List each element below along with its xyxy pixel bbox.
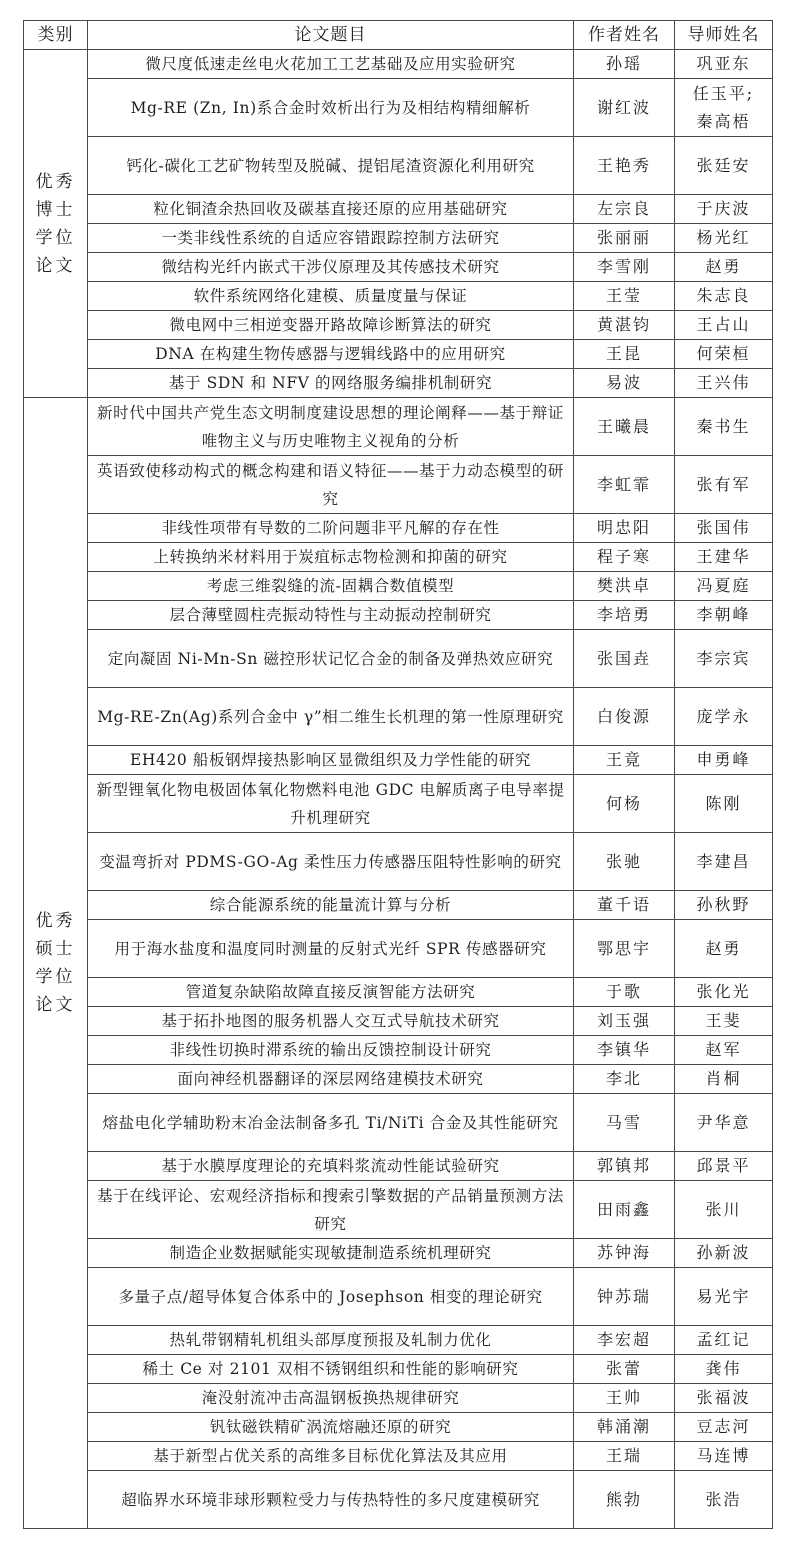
author-name: 马雪	[574, 1094, 675, 1152]
category-label-line: 论文	[35, 995, 76, 1015]
thesis-title: 粒化铜渣余热回收及碳基直接还原的应用基础研究	[88, 195, 574, 224]
table-row	[24, 79, 773, 137]
table-row	[24, 891, 773, 920]
table-row	[24, 1471, 773, 1529]
advisor-name: 赵勇	[675, 920, 773, 978]
author-name: 刘玉强	[574, 1007, 675, 1036]
table-row	[24, 398, 773, 456]
advisor-name: 庞学永	[675, 688, 773, 746]
advisor-name: 赵军	[675, 1036, 773, 1065]
thesis-title: 微电网中三相逆变器开路故障诊断算法的研究	[88, 311, 574, 340]
advisor-name: 孟红记	[675, 1326, 773, 1355]
table-row	[24, 514, 773, 543]
author-name: 李雪刚	[574, 253, 675, 282]
author-name: 孙瑶	[574, 50, 675, 79]
table-row	[24, 1239, 773, 1268]
thesis-title: Mg-RE-Zn(Ag)系列合金中 γ”相二维生长机理的第一性原理研究	[88, 688, 574, 746]
author-name: 程子寒	[574, 543, 675, 572]
table-row	[24, 920, 773, 978]
table-row	[24, 1413, 773, 1442]
author-name: 苏钟海	[574, 1239, 675, 1268]
thesis-title: 淹没射流冲击高温钢板换热规律研究	[88, 1384, 574, 1413]
author-name: 王昆	[574, 340, 675, 369]
author-name: 郭镇邦	[574, 1152, 675, 1181]
author-name: 张丽丽	[574, 224, 675, 253]
table-row	[24, 746, 773, 775]
author-name: 易波	[574, 369, 675, 398]
advisor-name: 赵勇	[675, 253, 773, 282]
thesis-title: 基于在线评论、宏观经济指标和搜索引擎数据的产品销量预测方法研究	[88, 1181, 574, 1239]
thesis-title: 英语致使移动构式的概念构建和语义特征——基于力动态模型的研究	[88, 456, 574, 514]
author-name: 熊勃	[574, 1471, 675, 1529]
thesis-title: 一类非线性系统的自适应容错跟踪控制方法研究	[88, 224, 574, 253]
thesis-title: 面向神经机器翻译的深层网络建模技术研究	[88, 1065, 574, 1094]
thesis-title: DNA 在构建生物传感器与逻辑线路中的应用研究	[88, 340, 574, 369]
table-row	[24, 1442, 773, 1471]
table-row	[24, 282, 773, 311]
table-row	[24, 195, 773, 224]
author-name: 李镇华	[574, 1036, 675, 1065]
thesis-title: 熔盐电化学辅助粉末冶金法制备多孔 Ti/NiTi 合金及其性能研究	[88, 1094, 574, 1152]
author-name: 鄂思宇	[574, 920, 675, 978]
table-body	[24, 50, 773, 1529]
advisor-name: 任玉平; 秦高梧	[675, 79, 773, 137]
header-advisor: 导师姓名	[675, 21, 773, 50]
table-row	[24, 253, 773, 282]
advisor-name: 朱志良	[675, 282, 773, 311]
advisor-name: 尹华意	[675, 1094, 773, 1152]
author-name: 王帅	[574, 1384, 675, 1413]
header-title: 论文题目	[88, 21, 574, 50]
table-row	[24, 1007, 773, 1036]
thesis-title: 上转换纳米材料用于炭疽标志物检测和抑菌的研究	[88, 543, 574, 572]
category-label-line: 博士	[35, 199, 76, 220]
advisor-name: 张福波	[675, 1384, 773, 1413]
thesis-title: 层合薄壁圆柱壳振动特性与主动振动控制研究	[88, 601, 574, 630]
category-label-line: 硕士	[35, 939, 76, 959]
thesis-title: 基于水膜厚度理论的充填料浆流动性能试验研究	[88, 1152, 574, 1181]
advisor-name: 张浩	[675, 1471, 773, 1529]
author-name: 张驰	[574, 833, 675, 891]
advisor-name: 易光宇	[675, 1268, 773, 1326]
advisor-name: 张国伟	[675, 514, 773, 543]
thesis-title: 基于新型占优关系的高维多目标优化算法及其应用	[88, 1442, 574, 1471]
table-row	[24, 137, 773, 195]
author-name: 樊洪卓	[574, 572, 675, 601]
category-label-line: 优秀	[35, 171, 76, 192]
table-row	[24, 833, 773, 891]
advisor-name: 李宗宾	[675, 630, 773, 688]
advisor-name: 王占山	[675, 311, 773, 340]
thesis-title: 基于拓扑地图的服务机器人交互式导航技术研究	[88, 1007, 574, 1036]
table-row	[24, 630, 773, 688]
advisor-name: 张有军	[675, 456, 773, 514]
thesis-awards-table	[23, 20, 773, 1529]
thesis-title: Mg-RE (Zn, In)系合金时效析出行为及相结构精细解析	[88, 79, 574, 137]
table-row	[24, 1384, 773, 1413]
thesis-title: 用于海水盐度和温度同时测量的反射式光纤 SPR 传感器研究	[88, 920, 574, 978]
thesis-title: 变温弯折对 PDMS-GO-Ag 柔性压力传感器压阻特性影响的研究	[88, 833, 574, 891]
author-name: 于歌	[574, 978, 675, 1007]
advisor-name: 马连博	[675, 1442, 773, 1471]
author-name: 黄湛钧	[574, 311, 675, 340]
table-header	[24, 21, 773, 50]
advisor-name: 孙新波	[675, 1239, 773, 1268]
author-name: 王艳秀	[574, 137, 675, 195]
author-name: 李虹霏	[574, 456, 675, 514]
advisor-name: 于庆波	[675, 195, 773, 224]
table-row	[24, 978, 773, 1007]
advisor-name: 龚伟	[675, 1355, 773, 1384]
thesis-title: 管道复杂缺陷故障直接反演智能方法研究	[88, 978, 574, 1007]
author-name: 何杨	[574, 775, 675, 833]
advisor-name: 肖桐	[675, 1065, 773, 1094]
advisor-name: 申勇峰	[675, 746, 773, 775]
thesis-title: 基于 SDN 和 NFV 的网络服务编排机制研究	[88, 369, 574, 398]
header-author: 作者姓名	[574, 21, 675, 50]
thesis-title: 多量子点/超导体复合体系中的 Josephson 相变的理论研究	[88, 1268, 574, 1326]
table-row	[24, 1065, 773, 1094]
advisor-name: 冯夏庭	[675, 572, 773, 601]
table-row	[24, 1326, 773, 1355]
advisor-name: 杨光红	[675, 224, 773, 253]
advisor-name: 张川	[675, 1181, 773, 1239]
thesis-title: 稀土 Ce 对 2101 双相不锈钢组织和性能的影响研究	[88, 1355, 574, 1384]
thesis-title: 新时代中国共产党生态文明制度建设思想的理论阐释——基于辩证唯物主义与历史唯物主义视角的分析	[88, 398, 574, 456]
author-name: 李北	[574, 1065, 675, 1094]
table-row	[24, 224, 773, 253]
table-row	[24, 311, 773, 340]
advisor-name: 张化光	[675, 978, 773, 1007]
thesis-title: 热轧带钢精轧机组头部厚度预报及轧制力优化	[88, 1326, 574, 1355]
table-row	[24, 1152, 773, 1181]
table-row	[24, 456, 773, 514]
category-cell	[24, 50, 88, 398]
author-name: 李培勇	[574, 601, 675, 630]
thesis-title: 软件系统网络化建模、质量度量与保证	[88, 282, 574, 311]
thesis-title: 微尺度低速走丝电火花加工工艺基础及应用实验研究	[88, 50, 574, 79]
table-row	[24, 1181, 773, 1239]
thesis-title: 新型锂氧化物电极固体氧化物燃料电池 GDC 电解质离子电导率提升机理研究	[88, 775, 574, 833]
table-row	[24, 775, 773, 833]
advisor-name: 邱景平	[675, 1152, 773, 1181]
author-name: 王竟	[574, 746, 675, 775]
advisor-name: 李朝峰	[675, 601, 773, 630]
category-label-line: 学位	[35, 967, 76, 987]
thesis-title: 钙化-碳化工艺矿物转型及脱碱、提铝尾渣资源化利用研究	[88, 137, 574, 195]
thesis-title: EH420 船板钢焊接热影响区显微组织及力学性能的研究	[88, 746, 574, 775]
thesis-title: 制造企业数据赋能实现敏捷制造系统机理研究	[88, 1239, 574, 1268]
table-row	[24, 601, 773, 630]
table-row	[24, 572, 773, 601]
author-name: 董千语	[574, 891, 675, 920]
table-row	[24, 1094, 773, 1152]
advisor-name: 何荣桓	[675, 340, 773, 369]
thesis-title: 微结构光纤内嵌式干涉仪原理及其传感技术研究	[88, 253, 574, 282]
author-name: 王曦晨	[574, 398, 675, 456]
table-row	[24, 543, 773, 572]
table-row	[24, 1036, 773, 1065]
thesis-title: 综合能源系统的能量流计算与分析	[88, 891, 574, 920]
advisor-name: 陈刚	[675, 775, 773, 833]
advisor-name: 王斐	[675, 1007, 773, 1036]
author-name: 王瑞	[574, 1442, 675, 1471]
category-label-line: 论文	[35, 255, 76, 276]
author-name: 明忠阳	[574, 514, 675, 543]
table-row	[24, 1355, 773, 1384]
thesis-title: 考虑三维裂缝的流-固耦合数值模型	[88, 572, 574, 601]
table-row	[24, 50, 773, 79]
thesis-title: 非线性切换时滞系统的输出反馈控制设计研究	[88, 1036, 574, 1065]
thesis-title: 钒钛磁铁精矿涡流熔融还原的研究	[88, 1413, 574, 1442]
advisor-name: 王建华	[675, 543, 773, 572]
advisor-name: 张廷安	[675, 137, 773, 195]
author-name: 韩涌潮	[574, 1413, 675, 1442]
advisor-name: 巩亚东	[675, 50, 773, 79]
header-category: 类别	[24, 21, 88, 50]
table-row	[24, 1268, 773, 1326]
table-row	[24, 340, 773, 369]
author-name: 钟苏瑞	[574, 1268, 675, 1326]
author-name: 张国垚	[574, 630, 675, 688]
thesis-title: 超临界水环境非球形颗粒受力与传热特性的多尺度建模研究	[88, 1471, 574, 1529]
table-row	[24, 369, 773, 398]
author-name: 李宏超	[574, 1326, 675, 1355]
advisor-name: 王兴伟	[675, 369, 773, 398]
author-name: 谢红波	[574, 79, 675, 137]
header-row	[24, 21, 773, 50]
table-row	[24, 688, 773, 746]
category-cell	[24, 398, 88, 1529]
author-name: 张蕾	[574, 1355, 675, 1384]
author-name: 王莹	[574, 282, 675, 311]
advisor-name: 豆志河	[675, 1413, 773, 1442]
author-name: 白俊源	[574, 688, 675, 746]
author-name: 田雨鑫	[574, 1181, 675, 1239]
advisor-name: 李建昌	[675, 833, 773, 891]
thesis-title: 非线性项带有导数的二阶问题非平凡解的存在性	[88, 514, 574, 543]
category-label-line: 优秀	[35, 911, 76, 931]
author-name: 左宗良	[574, 195, 675, 224]
category-label-line: 学位	[35, 227, 76, 248]
thesis-title: 定向凝固 Ni-Mn-Sn 磁控形状记忆合金的制备及弹热效应研究	[88, 630, 574, 688]
advisor-name: 孙秋野	[675, 891, 773, 920]
advisor-name: 秦书生	[675, 398, 773, 456]
